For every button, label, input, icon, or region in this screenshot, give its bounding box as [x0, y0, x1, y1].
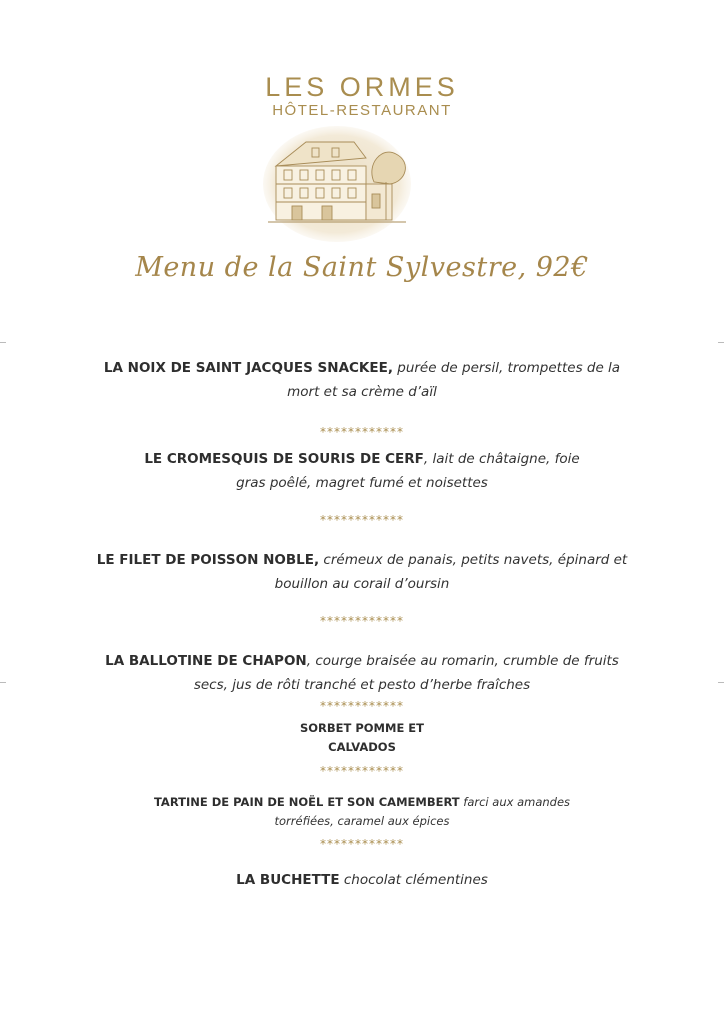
- menu-title: Menu de la Saint Sylvestre, 92€: [135, 252, 589, 283]
- separator: ************: [320, 764, 404, 778]
- page-edge-mark: [718, 682, 724, 683]
- page-edge-mark: [718, 342, 724, 343]
- dish-description-cont: secs, jus de rôti tranché et pesto d’herbe fraîches: [193, 677, 531, 693]
- hotel-sketch-image: [262, 124, 412, 244]
- separator: ************: [320, 425, 404, 439]
- dish-name: LA NOIX DE SAINT JACQUES SNACKEE,: [103, 360, 393, 376]
- dish-name: TARTINE DE PAIN DE NOËL ET SON CAMEMBERT: [153, 795, 460, 809]
- dish-name-cont: CALVADOS: [328, 740, 396, 754]
- separator: ************: [320, 837, 404, 851]
- dish-description: crémeux de panais, petits navets, épinard et: [319, 552, 628, 568]
- menu-item-entree: [90, 447, 634, 495]
- dish-name: SORBET POMME ET: [299, 721, 425, 735]
- page-edge-mark: [0, 682, 6, 683]
- brand-name: LES ORMES: [265, 72, 459, 102]
- menu-item-cheese: [90, 793, 634, 831]
- separator: ************: [320, 614, 404, 628]
- dish-name: LE CROMESQUIS DE SOURIS DE CERF: [144, 451, 424, 467]
- separator: ************: [320, 699, 404, 713]
- dish-description-cont: bouillon au corail d’oursin: [274, 576, 450, 592]
- dish-description: , lait de châtaigne, foie: [423, 451, 580, 467]
- dish-description-cont: torréfiées, caramel aux épices: [274, 814, 450, 828]
- separator: ************: [320, 513, 404, 527]
- dish-description: purée de persil, trompettes de la: [392, 360, 621, 376]
- brand-subtitle: HÔTEL-RESTAURANT: [272, 102, 452, 119]
- dish-description: chocolat clémentines: [339, 872, 488, 888]
- dish-name: LE FILET DE POISSON NOBLE,: [96, 552, 320, 568]
- dish-description: farci aux amandes: [459, 795, 571, 809]
- page-edge-mark: [0, 342, 6, 343]
- dish-description-cont: mort et sa crème d’aïl: [287, 384, 437, 400]
- dish-name: LA BUCHETTE: [236, 872, 340, 888]
- menu-item-main: [90, 649, 634, 697]
- dish-description-cont: gras poêlé, magret fumé et noisettes: [236, 475, 488, 491]
- menu-item-starter: [90, 356, 634, 404]
- menu-item-sorbet: [90, 719, 634, 757]
- dish-description: , courge braisée au romarin, crumble de fruits: [306, 653, 619, 669]
- restaurant-header: [0, 72, 724, 120]
- menu-item-dessert: [90, 868, 634, 892]
- menu-item-fish: [90, 548, 634, 596]
- dish-name: LA BALLOTINE DE CHAPON: [105, 653, 307, 669]
